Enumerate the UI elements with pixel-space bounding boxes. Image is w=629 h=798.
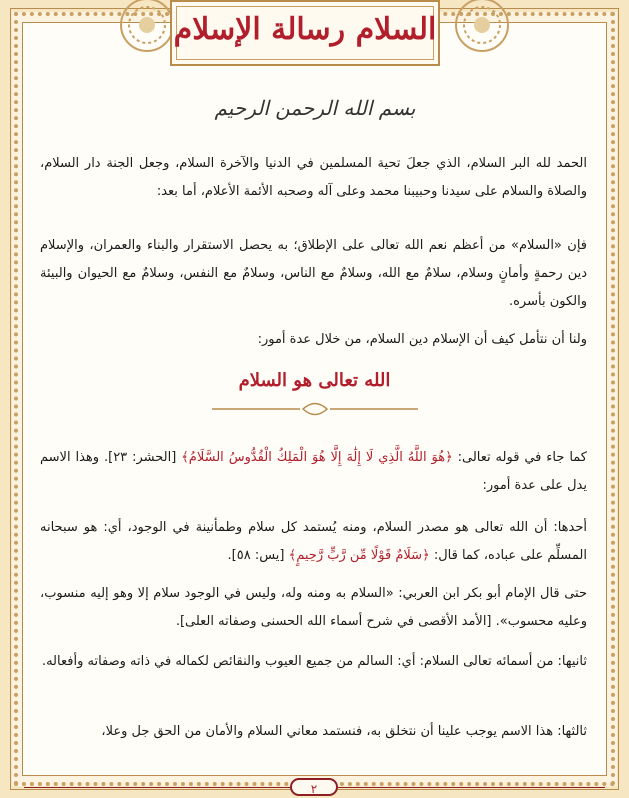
- footer-line-right: [338, 787, 605, 788]
- corner-ornament-left-icon: [116, 0, 178, 56]
- heading-flourish-icon: [208, 398, 422, 420]
- verse-intro: كما جاء في قوله تعالى:: [452, 450, 587, 465]
- corner-ornament-right-icon: [451, 0, 513, 56]
- paragraph-contemplation: ولنا أن نتأمل كيف أن الإسلام دين السلام، من خلال عدة أمور:: [257, 332, 587, 347]
- basmala: بسم الله الرحمن الرحيم: [214, 96, 416, 120]
- first-point-text: أحدها: أن الله تعالى هو مصدر السلام، ومنه يُستمد كل سلام وطمأنينة في الوجود، أي: هو سبحانه المسلِّم على عباده، كما قال:: [40, 520, 587, 563]
- title-box: [170, 0, 440, 66]
- paragraph-third-point: ثالثها: هذا الاسم يوجب علينا أن نتخلق به، فنستمد معاني السلام والأمان من الحق جل وعلا،: [101, 724, 587, 739]
- paragraph-intro: الحمد لله البر السلام، الذي جعلَ تحية المسلمين في الدنيا والآخرة السلام، وجعل الجنة دار السلام، والصلاة والسلام على سيدنا وحبيبنا محمد وعلى آله وصحبه الأئمة الأعلام، أما بعد:: [40, 156, 587, 199]
- yasin-reference: [يس: ٥٨].: [227, 548, 289, 563]
- quran-verse-yasin: ﴿سَلَامٌ قَوْلًا مِّن رَّبٍّ رَّحِيمٍ﴾: [288, 548, 430, 563]
- quran-verse-hashr: ﴿هُوَ اللَّهُ الَّذِي لَا إِلَٰهَ إِلَّا هُوَ الْمَلِكُ الْقُدُّوسُ السَّلَامُ﴾: [181, 450, 453, 465]
- page-number: ٢: [290, 778, 338, 796]
- section-heading: الله تعالى هو السلام: [238, 370, 391, 391]
- verse-reference: [الحشر: ٢٣]. وهذا الاسم يدل على عدة أمور:: [40, 450, 587, 493]
- footer-line-left: [24, 787, 290, 788]
- paragraph-verse-hashr: [40, 444, 587, 500]
- paragraph-second-point: ثانيها: من أسمائه تعالى السلام: أي: السالم من جميع العيوب والنقائص لكماله في ذاته وصفاته وأفعاله.: [41, 654, 587, 669]
- paragraph-ibn-arabi: حتى قال الإمام أبو بكر ابن العربي: «السلام به ومنه وله، وليس في الوجود سلام إلا وهو إليه منسوب، وعليه محسوب». [الأمد الأقصى في شرح أسماء الله الحسنى وصفاته العلى].: [40, 586, 587, 629]
- paragraph-first-point: [40, 514, 587, 570]
- page-title: السلام رسالة الإسلام: [173, 12, 437, 47]
- paragraph-peace-blessing: فإن «السلام» من أعظم نعم الله تعالى على الإطلاق؛ به يحصل الاستقرار والبناء والعمران، والإسلام دين رحمةٍ وأمانٍ وسلام، سلامٌ مع الله، وسلامٌ مع الناس، وسلامٌ مع النفس، وسلامٌ مع الحيوان والبيئة والكون بأسره.: [40, 238, 587, 309]
